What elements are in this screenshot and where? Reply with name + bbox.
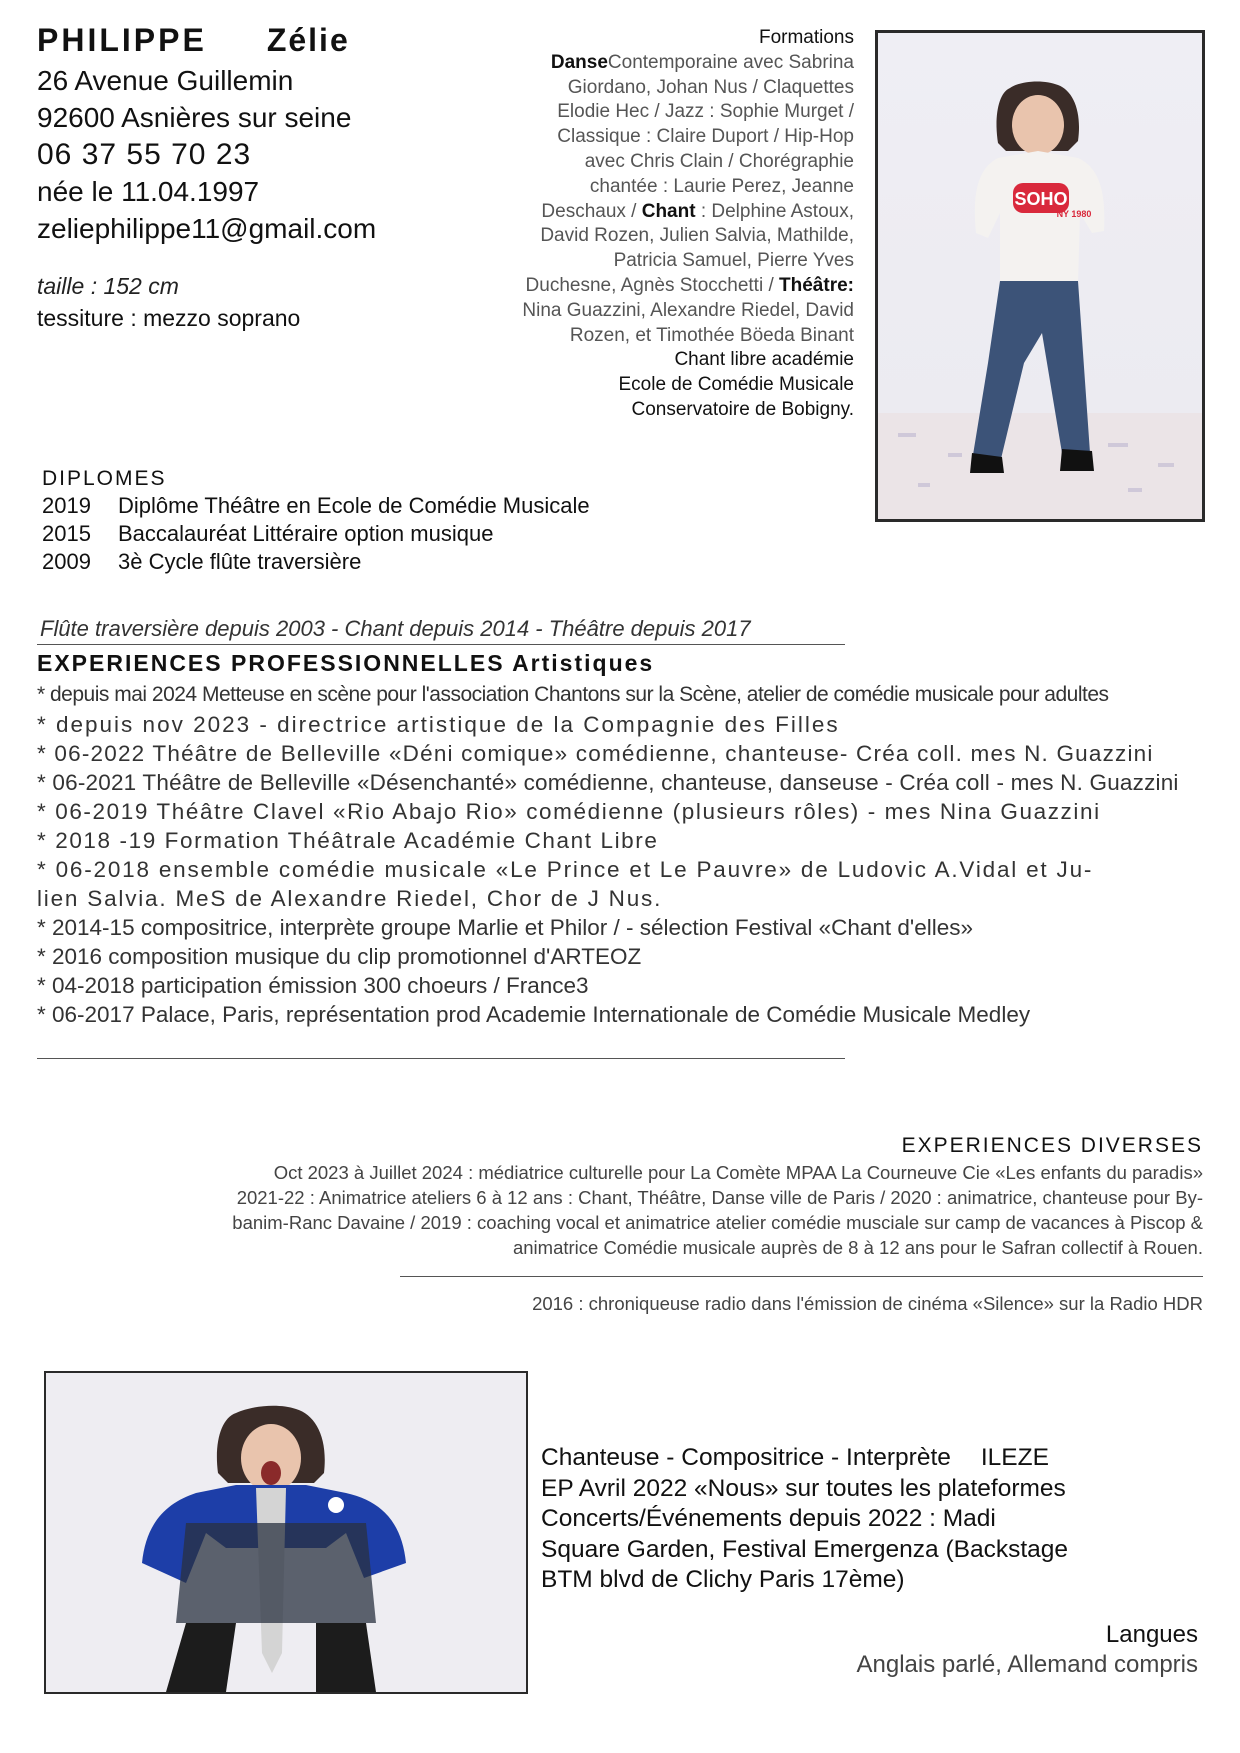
experience-line: * 06-2019 Théâtre Clavel «Rio Abajo Rio» comédienne (plusieurs rôles) - mes Nina Guazzini [37, 799, 1101, 824]
shirt-text-small: NY 1980 [1056, 209, 1092, 219]
experience-line: * 06-2021 Théâtre de Belleville «Désenchanté» comédienne, chanteuse, danseuse - Créa coll - mes N. Guazzini [37, 770, 1179, 795]
divider [37, 644, 845, 645]
diplome-item [42, 549, 361, 575]
experience-line: lien Salvia. MeS de Alexandre Riedel, Chor de J Nus. [37, 886, 663, 911]
diverse-line: banim-Ranc Davaine / 2019 : coaching vocal et animatrice atelier comédie musciale sur camp de vacances à Piscop & [232, 1212, 1203, 1233]
birth-date: née le 11.04.1997 [37, 176, 260, 207]
shirt-text: SOHO [1014, 189, 1068, 209]
artist-line: Concerts/Événements depuis 2022 : Madi [541, 1505, 996, 1532]
artist-role: Chanteuse - Compositrice - Interprète [541, 1444, 951, 1471]
diplome-year: 2009 [42, 549, 91, 574]
diplome-label: Diplôme Théâtre en Ecole de Comédie Musicale [118, 493, 590, 518]
school-2: Ecole de Comédie Musicale [618, 374, 854, 396]
artist-line: EP Avril 2022 «Nous» sur toutes les plateformes [541, 1474, 1066, 1502]
portrait-illustration [878, 33, 1202, 519]
experiences-diverses-text [113, 1160, 1203, 1260]
school-1: Chant libre académie [674, 349, 854, 371]
formations-block [520, 26, 854, 423]
theatre-text: Nina Guazzini, Alexandre Riedel, David Rozen, et Timothée Böeda Binant [522, 299, 854, 346]
tessiture-info: tessiture : mezzo soprano [37, 305, 301, 331]
diplomes-title: DIPLOMES [42, 467, 167, 490]
divider [37, 1058, 845, 1059]
portrait-photo-chair [44, 1371, 528, 1694]
address-line-2: 92600 Asnières sur seine [37, 102, 352, 133]
experiences-pro-title: EXPERIENCES PROFESSIONNELLES Artistiques [37, 650, 655, 676]
artist-role-line [541, 1443, 1068, 1474]
address-line-1: 26 Avenue Guillemin [37, 65, 294, 96]
experience-line: * 06-2017 Palace, Paris, représentation prod Academie Internationale de Comédie Musicale Medley [37, 1002, 1031, 1027]
danse-text: Contemporaine avec Sabrina Giordano, Johan Nus / Claquettes Elodie Hec / Jazz : Sophie Murget / Classique : Claire Duport / Hip-Hop avec Chris Clain / Chorégraphie chantée : Laurie Perez, Jeanne Deschaux / [541, 51, 854, 222]
height-info: taille : 152 cm [37, 273, 179, 299]
artist-line: BTM blvd de Clichy Paris 17ème) [541, 1566, 905, 1593]
chant-label: Chant [641, 200, 696, 222]
diverse-line: animatrice Comédie musicale auprès de 8 à 12 ans pour le Safran collectif à Rouen. [512, 1237, 1203, 1258]
diplome-year: 2019 [42, 493, 91, 518]
experience-line: * 2016 composition musique du clip promotionnel d'ARTEOZ [37, 944, 642, 969]
formations-text [520, 51, 854, 349]
diplome-label: Baccalauréat Littéraire option musique [118, 521, 494, 546]
first-name: Zélie [266, 22, 350, 58]
experience-line: * 2014-15 compositrice, interprète groupe Marlie et Philor / - sélection Festival «Chant d'elles» [37, 915, 974, 940]
diverse-line: 2021-22 : Animatrice ateliers 6 à 12 ans : Chant, Théâtre, Danse ville de Paris / 2020 : animatrice, chanteuse pour By- [236, 1187, 1203, 1208]
chant-text: : Delphine Astoux, David Rozen, Julien Salvia, Mathilde, Patricia Samuel, Pierre Yves Duchesne, Agnès Stocchetti / [525, 200, 854, 296]
portrait-illustration [46, 1373, 526, 1692]
formations-title: Formations [758, 27, 854, 48]
experience-line: * depuis nov 2023 - directrice artistique de la Compagnie des Filles [37, 712, 840, 737]
experiences-diverses-title: EXPERIENCES DIVERSES [901, 1134, 1203, 1157]
artist-line: Square Garden, Festival Emergenza (Backstage [541, 1535, 1069, 1563]
portrait-photo-standing [875, 30, 1205, 522]
experience-line: * depuis mai 2024 Metteuse en scène pour l'association Chantons sur la Scène, atelier de comédie musicale pour adultes [37, 683, 1109, 706]
email-address: zeliephilippe11@gmail.com [37, 213, 377, 244]
artist-block [541, 1443, 1068, 1596]
langues-text: Anglais parlé, Allemand compris [856, 1651, 1198, 1678]
phone-number: 06 37 55 70 23 [37, 138, 252, 171]
diplome-item [42, 493, 590, 519]
school-3: Conservatoire de Bobigny. [631, 398, 854, 420]
practice-since-line: Flûte traversière depuis 2003 - Chant depuis 2014 - Théâtre depuis 2017 [40, 616, 751, 641]
radio-experience: 2016 : chroniqueuse radio dans l'émission de cinéma «Silence» sur la Radio HDR [532, 1293, 1203, 1314]
experience-line: * 2018 -19 Formation Théâtrale Académie Chant Libre [37, 828, 659, 853]
experience-line: * 04-2018 participation émission 300 choeurs / France3 [37, 973, 589, 998]
contact-block [37, 62, 376, 247]
name-heading [37, 22, 350, 59]
experience-line: * 06-2022 Théâtre de Belleville «Déni comique» comédienne, chanteuse- Créa coll. mes N. Guazzini [37, 741, 1154, 766]
diplome-item [42, 521, 493, 547]
diplome-label: 3è Cycle flûte traversière [118, 549, 362, 574]
danse-label: Danse [550, 51, 608, 73]
theatre-label: Théâtre: [779, 274, 854, 296]
diverse-line: Oct 2023 à Juillet 2024 : médiatrice culturelle pour La Comète MPAA La Courneuve Cie «Les enfants du paradis» [273, 1162, 1203, 1183]
diplome-year: 2015 [42, 521, 91, 546]
divider [400, 1276, 1203, 1277]
last-name: PHILIPPE [37, 22, 207, 58]
langues-title: Langues [1105, 1621, 1198, 1648]
artist-name: ILEZE [980, 1444, 1049, 1471]
experience-line: * 06-2018 ensemble comédie musicale «Le Prince et Le Pauvre» de Ludovic A.Vidal et Ju- [37, 857, 1094, 882]
